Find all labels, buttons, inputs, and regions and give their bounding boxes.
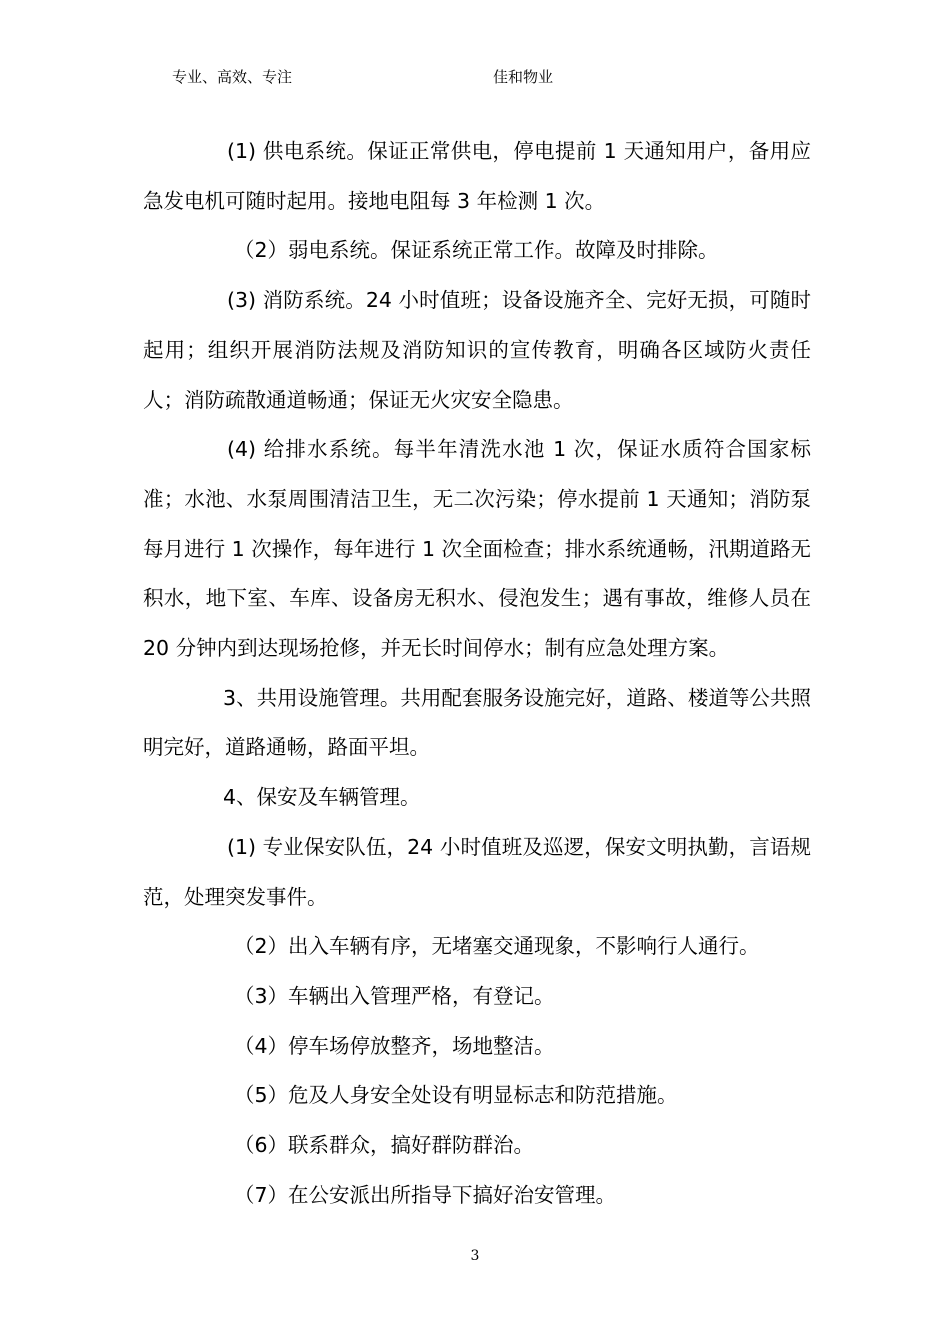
paragraph-security-team: (1) 专业保安队伍，24 小时值班及巡逻，保安文明执勤，言语规范，处理突发事件。: [143, 834, 811, 909]
paragraph-vehicle-registration: （3）车辆出入管理严格，有登记。: [234, 983, 555, 1008]
paragraph-shared-facilities: 3、共用设施管理。共用配套服务设施完好，道路、楼道等公共照明完好，道路通畅，路面平坦。: [143, 685, 811, 760]
paragraph-community-defense: （6）联系群众，搞好群防群治。: [234, 1133, 535, 1158]
paragraph-security-heading: 4、保安及车辆管理。: [223, 785, 421, 810]
header-company-name: 佳和物业: [493, 68, 554, 86]
body-text: [143, 127, 811, 1220]
paragraph-parking-lot: （4）停车场停放整齐，场地整洁。: [234, 1033, 555, 1058]
paragraph-water-supply: (4) 给排水系统。每半年清洗水池 1 次，保证水质符合国家标准；水池、水泵周围清洁卫生，无二次污染；停水提前 1 天通知；消防泵每月进行 1 次操作，每年进行 1 次全面检查；排水系统通畅，汛期道路无积水，地下室、车库、设备房无积水、侵泡发生；遇有事故，维修人员在 20 分钟内到达现场抢修，并无长时间停水；制有应急处理方案。: [143, 437, 811, 661]
paragraph-weak-current: （2）弱电系统。保证系统正常工作。故障及时排除。: [234, 238, 719, 263]
paragraph-power-supply: (1) 供电系统。保证正常供电，停电提前 1 天通知用户，备用应急发电机可随时起用。接地电阻每 3 年检测 1 次。: [143, 139, 811, 213]
paragraph-police-guidance: （7）在公安派出所指导下搞好治安管理。: [234, 1182, 617, 1207]
paragraph-fire-protection: (3) 消防系统。24 小时值班；设备设施齐全、完好无损，可随时起用；组织开展消防法规及消防知识的宣传教育，明确各区域防火责任人；消防疏散通道畅通；保证无火灾安全隐患。: [143, 288, 811, 412]
paragraph-vehicle-order: （2）出入车辆有序，无堵塞交通现象，不影响行人通行。: [234, 934, 760, 959]
paragraph-safety-signs: （5）危及人身安全处设有明显标志和防范措施。: [234, 1083, 678, 1108]
page-number: 3: [470, 1248, 480, 1264]
header-slogan: 专业、高效、专注: [172, 68, 293, 86]
